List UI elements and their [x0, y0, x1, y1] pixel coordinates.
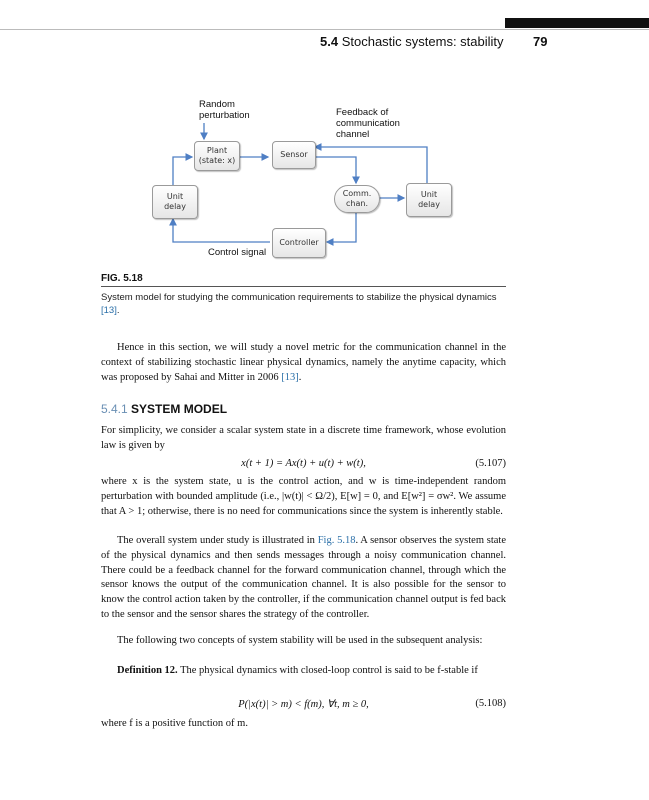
paragraph-1: For simplicity, we consider a scalar system state in a discrete time framework, whose evolution law is given by — [101, 425, 506, 451]
running-head — [320, 34, 504, 49]
plant-node: Plant (state: x) — [194, 141, 240, 171]
comm-channel-node: Comm. chan. — [334, 185, 380, 213]
unit-delay-right-node: Unit delay — [406, 183, 452, 217]
equation-body: x(t + 1) = Ax(t) + u(t) + w(t), — [241, 458, 366, 469]
arrow-control-signal — [173, 219, 270, 242]
subsection-number: 5.4.1 — [101, 402, 128, 416]
unit-delay-left-node: Unit delay — [152, 185, 198, 219]
definition-12: Definition 12. The physical dynamics with closed-loop control is said to be f-stable if — [117, 665, 478, 676]
label-random-perturbation: Random perturbation — [199, 99, 250, 121]
header-rule — [0, 29, 649, 30]
paragraph-5: where f is a positive function of m. — [101, 718, 248, 729]
paragraph-4: The following two concepts of system stability will be used in the subsequent analysis: — [117, 635, 483, 646]
section-heading — [101, 402, 227, 416]
figure-label: FIG. 5.18 — [101, 273, 143, 284]
equation-body: P(|x(t)| > m) < f(m), ∀t, m ≥ 0, — [238, 699, 369, 710]
arrow-delay-plant — [173, 157, 192, 185]
paragraph-2: where x is the system state, u is the control action, and w is time-independent random perturbation with bounded amplitude (i.e., |w(t)| < Ω/2), E[w] = 0, and E[w²] = σw². We assume that A > 1; otherwise, there is no need for communications since the system is inherently stable. — [101, 476, 506, 517]
equation-number: (5.108) — [475, 698, 506, 709]
paragraph-3: The overall system under study is illustrated in Fig. 5.18. A sensor observes the system state of the physical dynamics and then sends messages through a noisy communication channel. There could be a feedback channel for the forward communication channel, through which the sensor knows the output of the communication channel. It is also possible for the sensor to know the control action taken by the controller, if the communication channel output is fed back to the sensor and the sensor shares the strategy of the controller. — [101, 535, 507, 620]
figure-caption: System model for studying the communication requirements to stabilize the physical dynamics [13]. — [101, 292, 497, 316]
label-feedback: Feedback of communication channel — [336, 107, 400, 140]
arrow-feedback — [315, 147, 427, 183]
figure-reference-link[interactable]: Fig. 5.18 — [317, 535, 356, 546]
header-bar — [505, 18, 649, 28]
intro-citation[interactable]: [13] — [281, 371, 299, 383]
sensor-node: Sensor — [272, 141, 316, 169]
subsection-title: SYSTEM MODEL — [131, 402, 228, 416]
equation-5-108 — [101, 698, 506, 713]
figure-rule — [101, 286, 506, 287]
definition-label: Definition 12. — [117, 665, 178, 676]
label-control-signal: Control signal — [208, 247, 267, 258]
arrow-comm-controller — [327, 211, 356, 242]
caption-citation[interactable]: [13] — [101, 305, 117, 316]
figure-diagram — [140, 95, 460, 265]
section-number: 5.4 — [320, 34, 339, 49]
controller-node: Controller — [272, 228, 326, 258]
equation-number: (5.107) — [475, 458, 506, 469]
section-title: Stochastic systems: stability — [341, 34, 504, 49]
equation-5-107 — [101, 458, 506, 473]
intro-paragraph: Hence in this section, we will study a novel metric for the communication channel in the context of stabilizing stochastic linear physical dynamics, namely the anytime capacity, which was proposed by Sahai and Mitter in 2006 [13]. — [101, 342, 506, 383]
page-number: 79 — [533, 34, 548, 49]
